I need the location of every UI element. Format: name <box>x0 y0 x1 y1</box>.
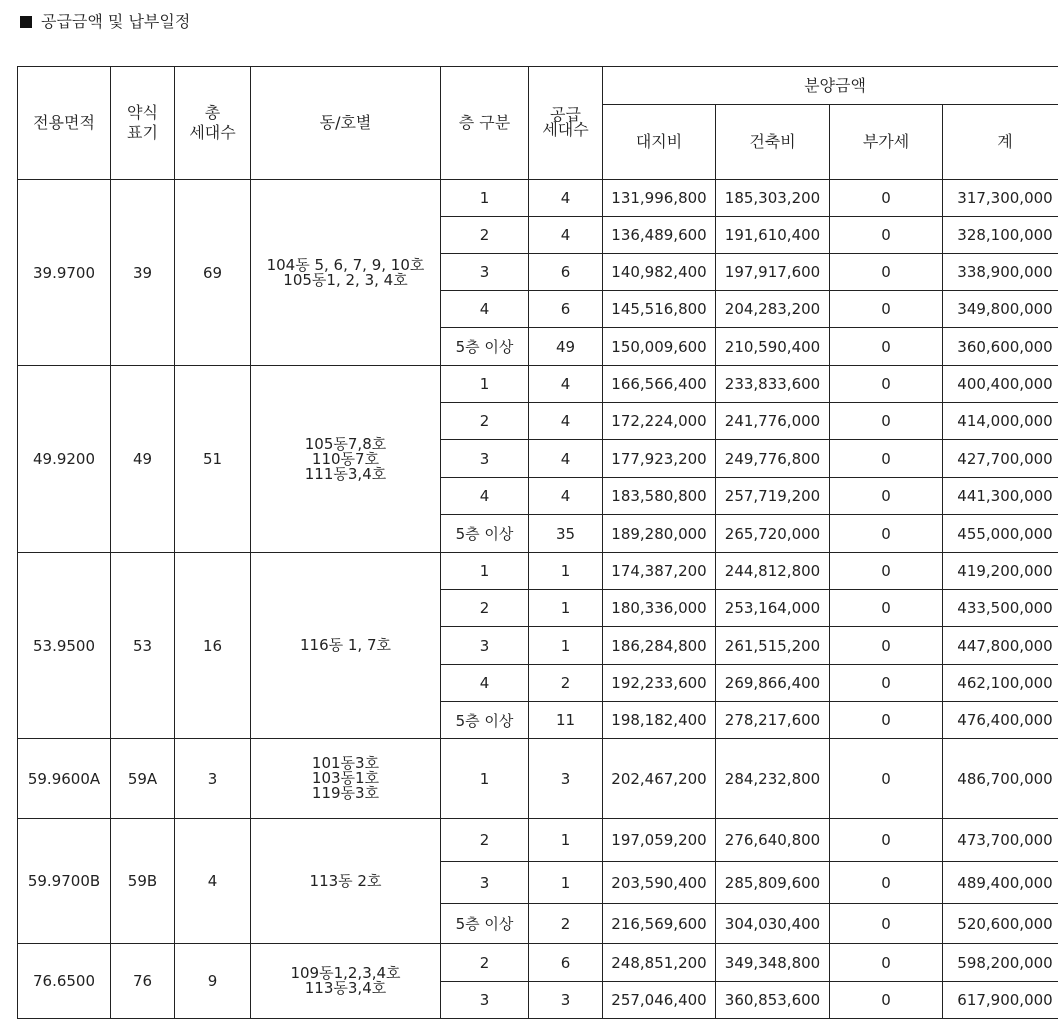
total-price-cell: 338,900,000 <box>943 254 1058 291</box>
area-cell: 49.9200 <box>18 366 111 553</box>
supply-units-cell: 1 <box>529 553 603 590</box>
table-row <box>18 819 1058 862</box>
total-price-cell: 400,400,000 <box>943 366 1058 403</box>
header-total-units: 총 세대수 <box>175 67 251 180</box>
land-cost-cell: 248,851,200 <box>603 944 716 982</box>
total-units-cell: 4 <box>175 819 251 944</box>
building-cost-cell: 265,720,000 <box>716 515 830 553</box>
floor-cell: 1 <box>441 180 529 217</box>
total-price-cell: 520,600,000 <box>943 904 1058 944</box>
building-cost-cell: 278,217,600 <box>716 702 830 739</box>
table-row <box>18 553 1058 590</box>
vat-cell: 0 <box>830 291 943 328</box>
header-land-cost: 대지비 <box>603 105 716 180</box>
building-cost-cell: 269,866,400 <box>716 665 830 702</box>
supply-units-cell: 1 <box>529 590 603 627</box>
total-price-cell: 328,100,000 <box>943 217 1058 254</box>
total-price-cell: 433,500,000 <box>943 590 1058 627</box>
supply-units-cell: 4 <box>529 180 603 217</box>
land-cost-cell: 198,182,400 <box>603 702 716 739</box>
supply-units-cell: 6 <box>529 291 603 328</box>
dong-ho-line: 105동1, 2, 3, 4호 <box>283 270 408 289</box>
vat-cell: 0 <box>830 403 943 440</box>
vat-cell: 0 <box>830 702 943 739</box>
abbr-cell: 49 <box>111 366 175 553</box>
dong-ho-line: 113동 2호 <box>309 871 382 890</box>
total-units-cell: 3 <box>175 739 251 819</box>
floor-cell: 1 <box>441 553 529 590</box>
vat-cell: 0 <box>830 982 943 1019</box>
land-cost-cell: 174,387,200 <box>603 553 716 590</box>
floor-cell: 3 <box>441 982 529 1019</box>
supply-units-cell: 3 <box>529 982 603 1019</box>
total-price-cell: 473,700,000 <box>943 819 1058 862</box>
section-title: 공급금액 및 납부일정 <box>41 12 191 31</box>
supply-units-cell: 3 <box>529 739 603 819</box>
land-cost-cell: 202,467,200 <box>603 739 716 819</box>
table-header <box>18 67 1058 180</box>
abbr-cell: 53 <box>111 553 175 739</box>
total-price-cell: 441,300,000 <box>943 478 1058 515</box>
vat-cell: 0 <box>830 904 943 944</box>
building-cost-cell: 241,776,000 <box>716 403 830 440</box>
total-price-cell: 317,300,000 <box>943 180 1058 217</box>
square-bullet-icon <box>20 16 32 28</box>
building-cost-cell: 233,833,600 <box>716 366 830 403</box>
building-cost-cell: 304,030,400 <box>716 904 830 944</box>
abbr-cell: 59A <box>111 739 175 819</box>
vat-cell: 0 <box>830 739 943 819</box>
dong-ho-cell <box>251 366 441 553</box>
vat-cell: 0 <box>830 328 943 366</box>
supply-units-cell: 1 <box>529 819 603 862</box>
area-cell: 39.9700 <box>18 180 111 366</box>
vat-cell: 0 <box>830 440 943 478</box>
building-cost-cell: 185,303,200 <box>716 180 830 217</box>
land-cost-cell: 131,996,800 <box>603 180 716 217</box>
total-units-cell: 9 <box>175 944 251 1019</box>
supply-units-cell: 1 <box>529 862 603 904</box>
abbr-cell: 59B <box>111 819 175 944</box>
dong-ho-line: 101동3호 <box>311 754 380 772</box>
total-price-cell: 462,100,000 <box>943 665 1058 702</box>
dong-ho-line: 104동 5, 6, 7, 9, 10호 <box>266 255 425 274</box>
floor-cell: 1 <box>441 366 529 403</box>
land-cost-cell: 140,982,400 <box>603 254 716 291</box>
total-price-cell: 489,400,000 <box>943 862 1058 904</box>
total-units-cell: 69 <box>175 180 251 366</box>
supply-units-cell: 6 <box>529 254 603 291</box>
dong-ho-line: 103동1호 <box>311 769 380 787</box>
dong-ho-cell <box>251 553 441 739</box>
building-cost-cell: 349,348,800 <box>716 944 830 982</box>
building-cost-cell: 244,812,800 <box>716 553 830 590</box>
building-cost-cell: 360,853,600 <box>716 982 830 1019</box>
land-cost-cell: 136,489,600 <box>603 217 716 254</box>
header-price-group: 분양금액 <box>603 67 1058 105</box>
header-supply-units: 공급 세대수 <box>529 67 603 180</box>
floor-cell: 2 <box>441 944 529 982</box>
dong-ho-line: 105동7,8호 <box>304 434 387 453</box>
land-cost-cell: 150,009,600 <box>603 328 716 366</box>
supply-units-cell: 49 <box>529 328 603 366</box>
land-cost-cell: 216,569,600 <box>603 904 716 944</box>
floor-cell: 3 <box>441 862 529 904</box>
table-row <box>18 944 1058 982</box>
land-cost-cell: 145,516,800 <box>603 291 716 328</box>
building-cost-cell: 276,640,800 <box>716 819 830 862</box>
total-price-cell: 486,700,000 <box>943 739 1058 819</box>
section-heading <box>20 10 190 34</box>
total-price-cell: 598,200,000 <box>943 944 1058 982</box>
vat-cell: 0 <box>830 590 943 627</box>
dong-ho-line: 119동3호 <box>311 784 380 802</box>
supply-units-cell: 4 <box>529 440 603 478</box>
building-cost-cell: 249,776,800 <box>716 440 830 478</box>
building-cost-cell: 261,515,200 <box>716 627 830 665</box>
dong-ho-line: 116동 1, 7호 <box>299 636 391 654</box>
header-abbr: 약식 표기 <box>111 67 175 180</box>
building-cost-cell: 204,283,200 <box>716 291 830 328</box>
total-price-cell: 360,600,000 <box>943 328 1058 366</box>
floor-cell: 3 <box>441 440 529 478</box>
land-cost-cell: 166,566,400 <box>603 366 716 403</box>
table-row <box>18 739 1058 819</box>
vat-cell: 0 <box>830 478 943 515</box>
supply-units-cell: 2 <box>529 904 603 944</box>
supply-units-cell: 4 <box>529 403 603 440</box>
dong-ho-cell <box>251 944 441 1019</box>
building-cost-cell: 210,590,400 <box>716 328 830 366</box>
floor-cell: 5층 이상 <box>441 702 529 739</box>
vat-cell: 0 <box>830 665 943 702</box>
header-area: 전용면적 <box>18 67 111 180</box>
header-building-cost: 건축비 <box>716 105 830 180</box>
vat-cell: 0 <box>830 180 943 217</box>
area-cell: 59.9600A <box>18 739 111 819</box>
building-cost-cell: 253,164,000 <box>716 590 830 627</box>
floor-cell: 4 <box>441 665 529 702</box>
supply-units-cell: 4 <box>529 217 603 254</box>
dong-ho-cell <box>251 739 441 819</box>
land-cost-cell: 177,923,200 <box>603 440 716 478</box>
total-units-cell: 16 <box>175 553 251 739</box>
floor-cell: 5층 이상 <box>441 515 529 553</box>
building-cost-cell: 191,610,400 <box>716 217 830 254</box>
supply-units-cell: 1 <box>529 627 603 665</box>
total-price-cell: 617,900,000 <box>943 982 1058 1019</box>
land-cost-cell: 172,224,000 <box>603 403 716 440</box>
table-row <box>18 366 1058 403</box>
table-row <box>18 180 1058 217</box>
table-body <box>18 180 1058 1019</box>
dong-ho-line: 113동3,4호 <box>304 979 387 997</box>
dong-ho-cell <box>251 180 441 366</box>
supply-units-cell: 2 <box>529 665 603 702</box>
land-cost-cell: 183,580,800 <box>603 478 716 515</box>
floor-cell: 2 <box>441 217 529 254</box>
building-cost-cell: 285,809,600 <box>716 862 830 904</box>
vat-cell: 0 <box>830 515 943 553</box>
floor-cell: 3 <box>441 627 529 665</box>
dong-ho-line: 110동7호 <box>311 449 380 468</box>
supply-units-cell: 6 <box>529 944 603 982</box>
total-price-cell: 447,800,000 <box>943 627 1058 665</box>
vat-cell: 0 <box>830 819 943 862</box>
floor-cell: 2 <box>441 590 529 627</box>
supply-units-cell: 11 <box>529 702 603 739</box>
total-price-cell: 455,000,000 <box>943 515 1058 553</box>
building-cost-cell: 197,917,600 <box>716 254 830 291</box>
dong-ho-cell <box>251 819 441 944</box>
floor-cell: 1 <box>441 739 529 819</box>
land-cost-cell: 180,336,000 <box>603 590 716 627</box>
vat-cell: 0 <box>830 944 943 982</box>
land-cost-cell: 203,590,400 <box>603 862 716 904</box>
supply-units-cell: 4 <box>529 366 603 403</box>
header-vat: 부가세 <box>830 105 943 180</box>
supply-units-cell: 35 <box>529 515 603 553</box>
header-total: 계 <box>943 105 1058 180</box>
dong-ho-line: 109동1,2,3,4호 <box>290 964 401 982</box>
land-cost-cell: 186,284,800 <box>603 627 716 665</box>
floor-cell: 2 <box>441 403 529 440</box>
total-units-cell: 51 <box>175 366 251 553</box>
total-price-cell: 414,000,000 <box>943 403 1058 440</box>
total-price-cell: 419,200,000 <box>943 553 1058 590</box>
abbr-cell: 76 <box>111 944 175 1019</box>
area-cell: 76.6500 <box>18 944 111 1019</box>
vat-cell: 0 <box>830 366 943 403</box>
total-price-cell: 476,400,000 <box>943 702 1058 739</box>
header-floor: 층 구분 <box>441 67 529 180</box>
header-dong-ho: 동/호별 <box>251 67 441 180</box>
vat-cell: 0 <box>830 553 943 590</box>
floor-cell: 4 <box>441 478 529 515</box>
vat-cell: 0 <box>830 627 943 665</box>
land-cost-cell: 257,046,400 <box>603 982 716 1019</box>
floor-cell: 5층 이상 <box>441 328 529 366</box>
dong-ho-line: 111동3,4호 <box>304 464 387 483</box>
total-price-cell: 427,700,000 <box>943 440 1058 478</box>
floor-cell: 3 <box>441 254 529 291</box>
vat-cell: 0 <box>830 217 943 254</box>
land-cost-cell: 192,233,600 <box>603 665 716 702</box>
supply-units-cell: 4 <box>529 478 603 515</box>
land-cost-cell: 197,059,200 <box>603 819 716 862</box>
price-table <box>17 66 1058 1019</box>
building-cost-cell: 257,719,200 <box>716 478 830 515</box>
floor-cell: 5층 이상 <box>441 904 529 944</box>
floor-cell: 2 <box>441 819 529 862</box>
vat-cell: 0 <box>830 254 943 291</box>
floor-cell: 4 <box>441 291 529 328</box>
land-cost-cell: 189,280,000 <box>603 515 716 553</box>
area-cell: 59.9700B <box>18 819 111 944</box>
building-cost-cell: 284,232,800 <box>716 739 830 819</box>
abbr-cell: 39 <box>111 180 175 366</box>
area-cell: 53.9500 <box>18 553 111 739</box>
total-price-cell: 349,800,000 <box>943 291 1058 328</box>
vat-cell: 0 <box>830 862 943 904</box>
